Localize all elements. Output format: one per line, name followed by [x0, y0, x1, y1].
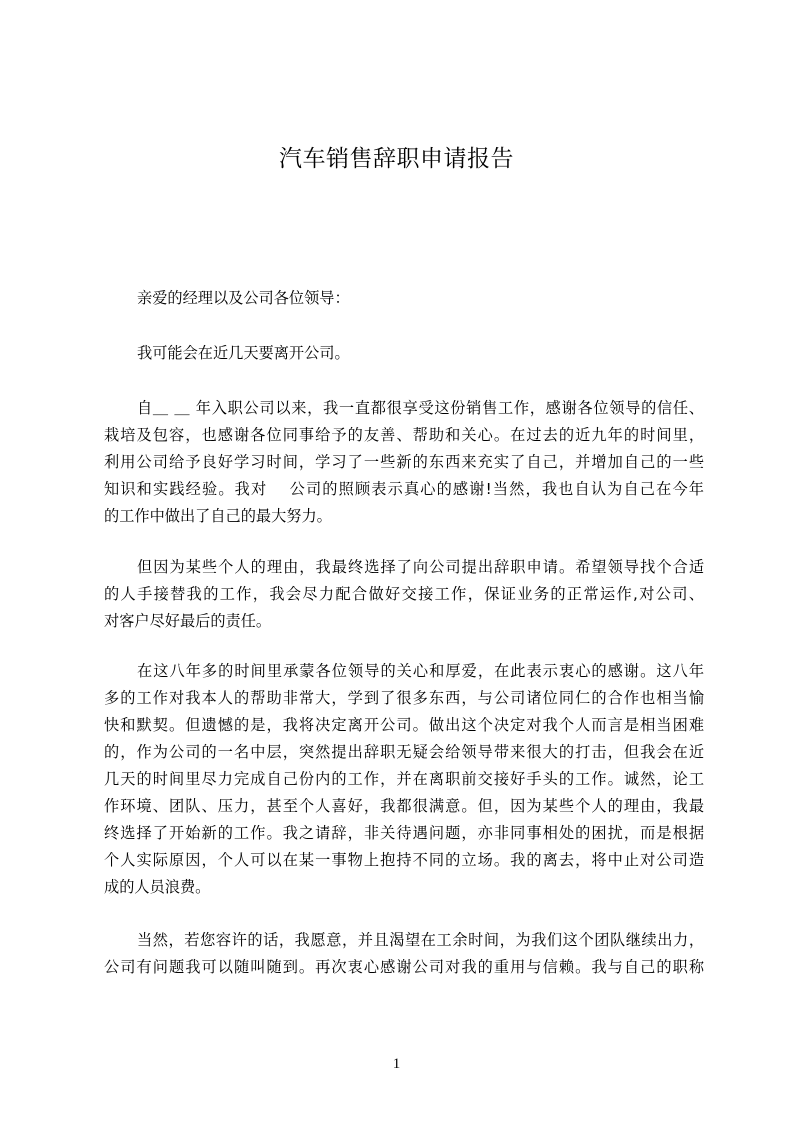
text-line: 对客户尽好最后的责任。: [104, 612, 272, 630]
text-line: 栽培及包容，也感谢各位同事给予的友善、帮助和关心。在过去的近九年的时间里，: [104, 426, 704, 444]
paragraph-2: [104, 395, 704, 530]
text-line: 利用公司给予良好学习时间，学习了一些新的东西来充实了自己，并增加自己的一些: [104, 453, 704, 471]
document-title: 汽车销售辞职申请报告: [279, 146, 514, 172]
text-line: 的人手接替我的工作，我会尽力配合做好交接工作，保证业务的正常运作,对公司、: [104, 585, 704, 603]
text-line: 公司有问题我可以随叫随到。再次衷心感谢公司对我的重用与信赖。我与自己的职称: [104, 958, 704, 976]
text-line: 作环境、团队、压力，甚至个人喜好，我都很满意。但，因为某些个人的理由，我最: [104, 797, 704, 815]
text-line: 多的工作对我本人的帮助非常大，学到了很多东西，与公司诸位同仁的合作也相当愉: [104, 689, 704, 707]
page-number: 1: [392, 1056, 401, 1072]
text-line: 我可能会在近几天要离开公司。: [137, 344, 350, 362]
text-line: 但因为某些个人的理由，我最终选择了向公司提出辞职申请。希望领导找个合适: [137, 558, 704, 576]
text-line: 成的人员浪费。: [104, 878, 211, 896]
text-line: 在这八年多的时间里承蒙各位领导的关心和厚爱，在此表示衷心的感谢。这八年: [137, 662, 704, 680]
text-line: 的，作为公司的一名中层，突然提出辞职无疑会给领导带来很大的打击，但我会在近: [104, 743, 704, 761]
text-line: 几天的时间里尽力完成自己份内的工作，并在离职前交接好手头的工作。诚然，论工: [104, 770, 704, 788]
text-line: 当然，若您容许的话，我愿意，并且渴望在工余时间，为我们这个团队继续出力，: [137, 931, 704, 949]
paragraph-4: [104, 658, 704, 901]
paragraph-1: [104, 340, 704, 367]
text-line: 自＿ ＿ 年入职公司以来，我一直都很享受这份销售工作，感谢各位领导的信任、: [137, 399, 704, 417]
paragraph-5: [104, 927, 704, 981]
text-line: 个人实际原因，个人可以在某一事物上抱持不同的立场。我的离去，将中止对公司造: [104, 851, 704, 869]
text-line: 快和默契。但遗憾的是，我将决定离开公司。做出这个决定对我个人而言是相当困难: [104, 716, 704, 734]
paragraph-3: [104, 554, 704, 635]
text-line: 终选择了开始新的工作。我之请辞，非关待遇问题，亦非同事相处的困扰，而是根据: [104, 824, 704, 842]
greeting-line: 亲爱的经理以及公司各位领导：: [137, 289, 350, 307]
text-line: 的工作中做出了自己的最大努力。: [104, 507, 332, 525]
greeting-paragraph: [104, 285, 704, 312]
text-line: 知识和实践经验。我对 公司的照顾表示真心的感谢!当然，我也自认为自己在今年: [104, 480, 704, 498]
